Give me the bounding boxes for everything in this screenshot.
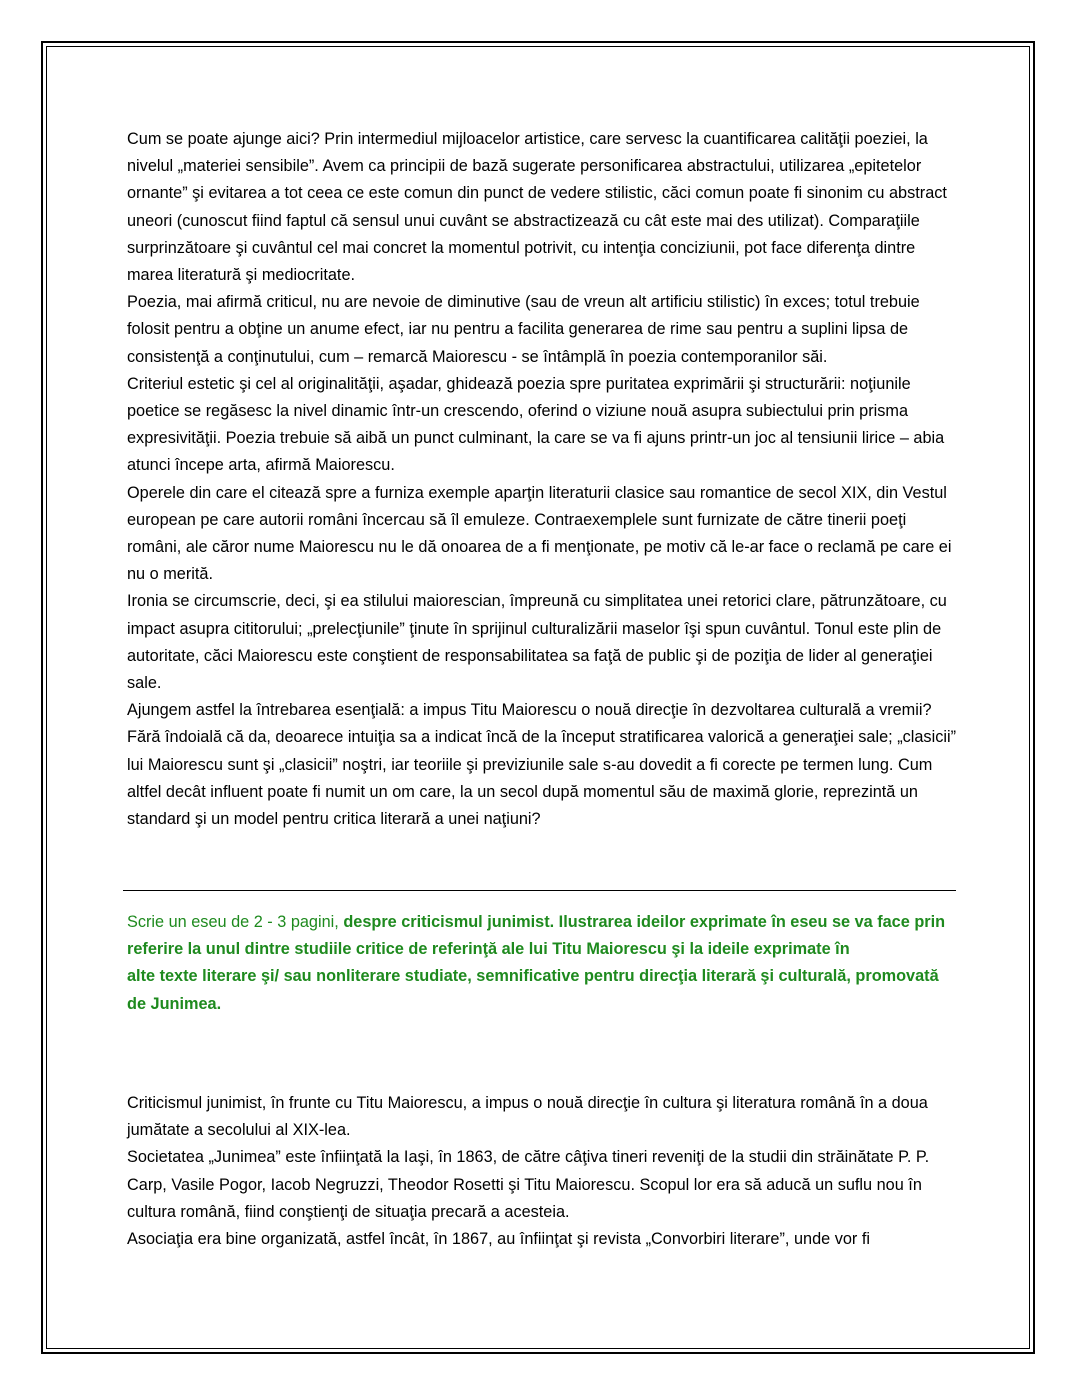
paragraph-4: Operele din care el citează spre a furniza exemple aparţin literaturii clasice sau romantice de secol XIX, din Vestul european pe care autorii români încercau să îl emuleze. Contraexemplele sunt furnizate de către tinerii poeţi români, ale căror nume Maiorescu nu le dă onoarea de a fi menţionate, pe motiv că le-ar face o reclamă pe care ei nu o merită. <box>127 483 952 584</box>
essay-paragraph-2: Societatea „Junimea” este înfiinţată la Iaşi, în 1863, de către câţiva tineri reveniţi de la studii din străinătate P. P. Carp, Vasile Pogor, Iacob Negruzzi, Theodor Rosetti şi Titu Maiorescu. Scopul lor era să aducă un suflu nou în cultura română, fiind conştienţi de situaţia precară a acesteia. <box>127 1148 930 1221</box>
paragraph-5: Ironia se circumscrie, deci, şi ea stilului maiorescian, împreună cu simplitatea unei retorici clare, pătrunzătoare, cu impact asupra cititorului; „prelecţiunile” ţinute în sprijinul culturalizării maselor îşi spun cuvântul. Tonul este plin de autoritate, căci Maiorescu este conştient de responsabilitatea sa faţă de public şi de poziţia de lider al generaţiei sale. <box>127 592 947 693</box>
paragraph-3: Criteriul estetic şi cel al originalităţii, aşadar, ghidează poezia spre puritatea exprimării şi structurării: noţiunile poetice se regăsesc la nivel dinamic într-un crescendo, oferind o viziune nouă asupra subiectului prin prisma expresivităţii. Poezia trebuie să aibă un punct culminant, la care se va fi ajuns printr-un joc al tensiunii lirice – abia atunci începe arta, afirmă Maiorescu. <box>127 374 945 475</box>
essay-text-section <box>127 1090 957 1253</box>
prompt-line-1: despre criticismul junimist. Ilustrarea ideilor exprimate în eseu se va face prin referire la unul dintre studiile critice de referinţă ale lui Titu Maiorescu şi la ideile exprimate în <box>127 913 946 959</box>
prompt-lead: Scrie un eseu de 2 - 3 pagini, <box>127 913 344 931</box>
upper-text-section <box>127 126 957 833</box>
paragraph-1: Cum se poate ajunge aici? Prin intermediul mijloacelor artistice, care servesc la cuantificarea calităţii poeziei, la nivelul „materiei sensibile”. Avem ca principii de bază sugerate personificarea abstractului, utilizarea „epitetelor ornante” şi evitarea a tot ceea ce este comun din punct de vedere stilistic, căci comun poate fi sinonim cu abstract uneori (cunoscut fiind faptul că sensul unui cuvânt se abstractizează cu cât este mai des utilizat). Comparaţiile surprinzătoare şi cuvântul cel mai concret la momentul potrivit, cu intenţia conciziunii, pot face diferenţa dintre marea literatură şi mediocritate. <box>127 130 947 285</box>
prompt-line-3: de Junimea. <box>127 994 222 1013</box>
essay-paragraph-1: Criticismul junimist, în frunte cu Titu Maiorescu, a impus o nouă direcţie în cultura şi literatura română în a doua jumătate a secolului al XIX-lea. <box>127 1094 928 1140</box>
essay-paragraph-3: Asociaţia era bine organizată, astfel încât, în 1867, au înfiinţat şi revista „Convorbiri literare”, unde vor fi <box>127 1230 870 1249</box>
paragraph-2: Poezia, mai afirmă criticul, nu are nevoie de diminutive (sau de vreun alt artificiu stilistic) în exces; totul trebuie folosit pentru a obţine un anume efect, iar nu pentru a facilita generarea de rime sau pentru a suplini lipsa de consistenţă a conţinutului, cum – remarcă Maiorescu - se întâmplă în poezia contemporanilor săi. <box>127 293 920 366</box>
essay-prompt <box>127 909 957 1018</box>
prompt-line-2: alte texte literare şi/ sau nonliterare studiate, semnificative pentru direcţia literară şi culturală, promovată <box>127 967 939 986</box>
section-divider <box>123 890 956 891</box>
paragraph-6: Ajungem astfel la întrebarea esenţială: a impus Titu Maiorescu o nouă direcţie în dezvoltarea culturală a vremii? Fără îndoială că da, deoarece intuiţia sa a indicat încă de la început stratificarea valorică a generaţiei sale; „clasicii” lui Maiorescu sunt şi „clasicii” noştri, iar teoriile şi previziunile sale s-au dovedit a fi corecte pe termen lung. Cum altfel decât influent poate fi numit un om care, la un secol după momentul său de maximă glorie, reprezintă un standard şi un model pentru critica literară a unei naţiuni? <box>127 701 956 829</box>
